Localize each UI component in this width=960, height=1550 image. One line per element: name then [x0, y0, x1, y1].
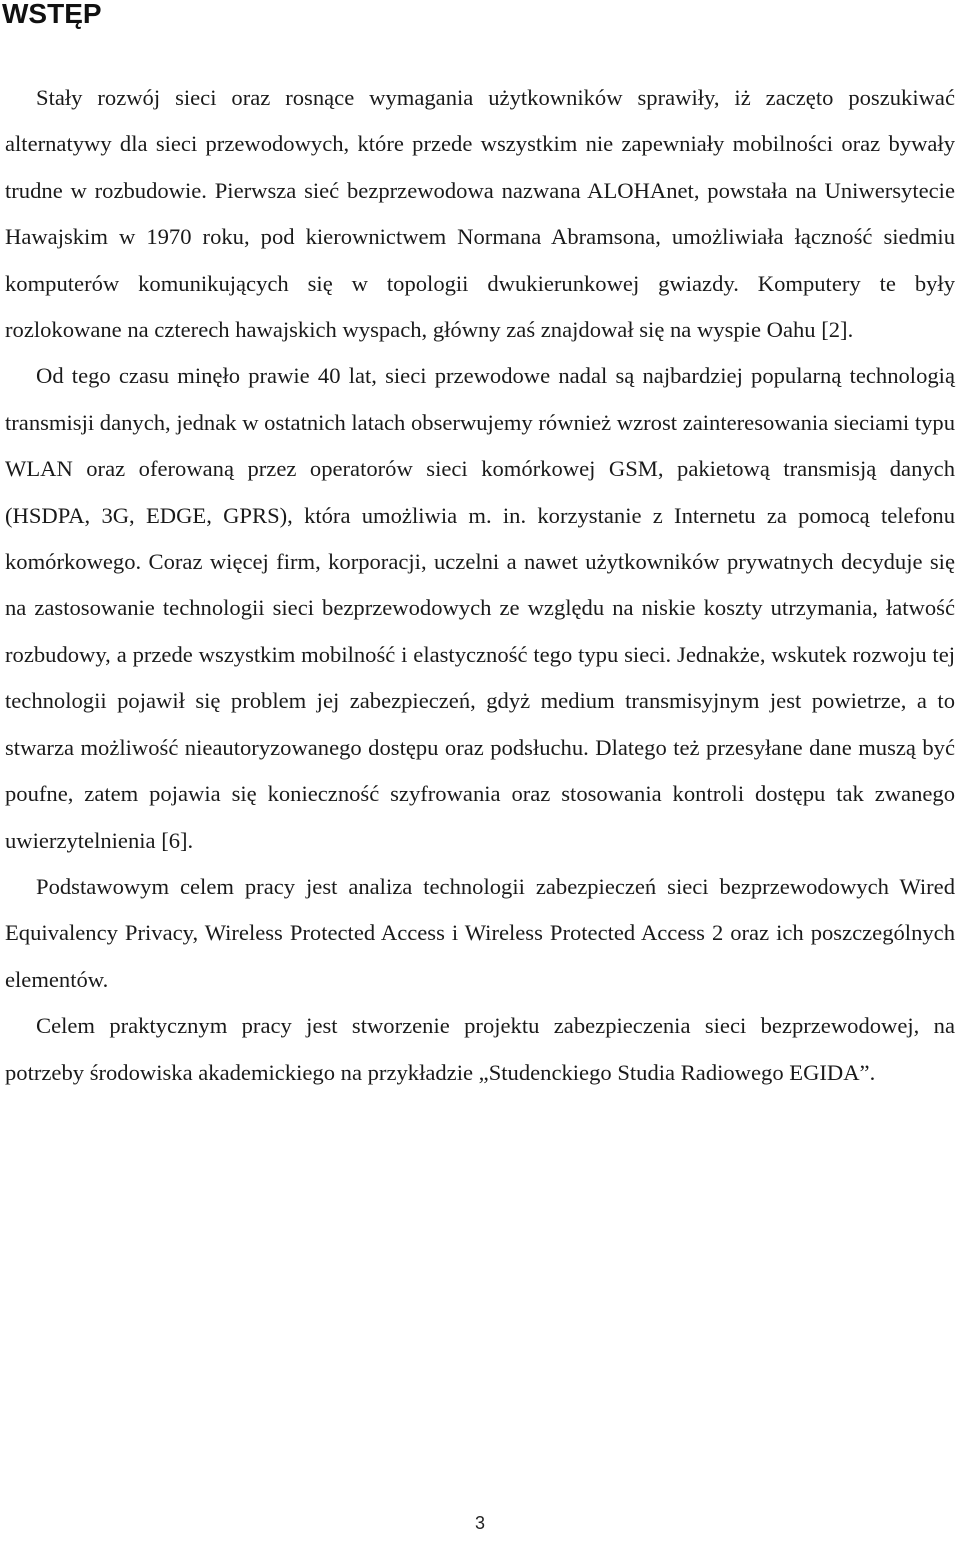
- paragraph-current-state: Od tego czasu minęło prawie 40 lat, sieci przewodowe nadal są najbardziej popularną technologią transmisji danych, jednak w ostatnich latach obserwujemy również wzrost zainteresowania sieciami typu WLAN oraz oferowaną przez operatorów sieci komórkowej GSM, pakietową transmisją danych (HSDPA, 3G, EDGE, GPRS), która umożliwia m. in. korzystanie z Internetu za pomocą telefonu komórkowego. Coraz więcej firm, korporacji, uczelni a nawet użytkowników prywatnych decyduje się na zastosowanie technologii sieci bezprzewodowych ze względu na niskie koszty utrzymania, łatwość rozbudowy, a przede wszystkim mobilność i elastyczność tego typu sieci. Jednakże, wskutek rozwoju tej technologii pojawił się problem jej zabezpieczeń, gdyż medium transmisyjnym jest powietrze, a to stwarza możliwość nieautoryzowanego dostępu oraz podsłuchu. Dlatego też przesyłane dane muszą być poufne, zatem pojawia się konieczność szyfrowania oraz stosowania kontroli dostępu tak zwanego uwierzytelnienia [6].: [5, 363, 955, 853]
- paragraph-practical-goal: Celem praktycznym pracy jest stworzenie projektu zabezpieczenia sieci bezprzewodowej, na potrzeby środowiska akademickiego na przykładzie „Studenckiego Studia Radiowego EGIDA”.: [5, 1013, 955, 1085]
- body-text: [5, 75, 955, 1096]
- page-number: 3: [474, 1513, 485, 1533]
- paragraph-history: Stały rozwój sieci oraz rosnące wymagania użytkowników sprawiły, iż zaczęto poszukiwać alternatywy dla sieci przewodowych, które przede wszystkim nie zapewniały mobilności oraz bywały trudne w rozbudowie. Pierwsza sieć bezprzewodowa nazwana ALOHAnet, powstała na Uniwersytecie Hawajskim w 1970 roku, pod kierownictwem Normana Abramsona, umożliwiała łączność siedmiu komputerów komunikujących się w topologii dwukierunkowej gwiazdy. Komputery te były rozlokowane na czterech hawajskich wyspach, główny zaś znajdował się na wyspie Oahu [2].: [5, 85, 955, 343]
- section-heading: WSTĘP: [2, 0, 102, 29]
- paragraph-main-goal: Podstawowym celem pracy jest analiza technologii zabezpieczeń sieci bezprzewodowych Wired Equivalency Privacy, Wireless Protected Access i Wireless Protected Access 2 oraz ich poszczególnych elementów.: [5, 873, 955, 992]
